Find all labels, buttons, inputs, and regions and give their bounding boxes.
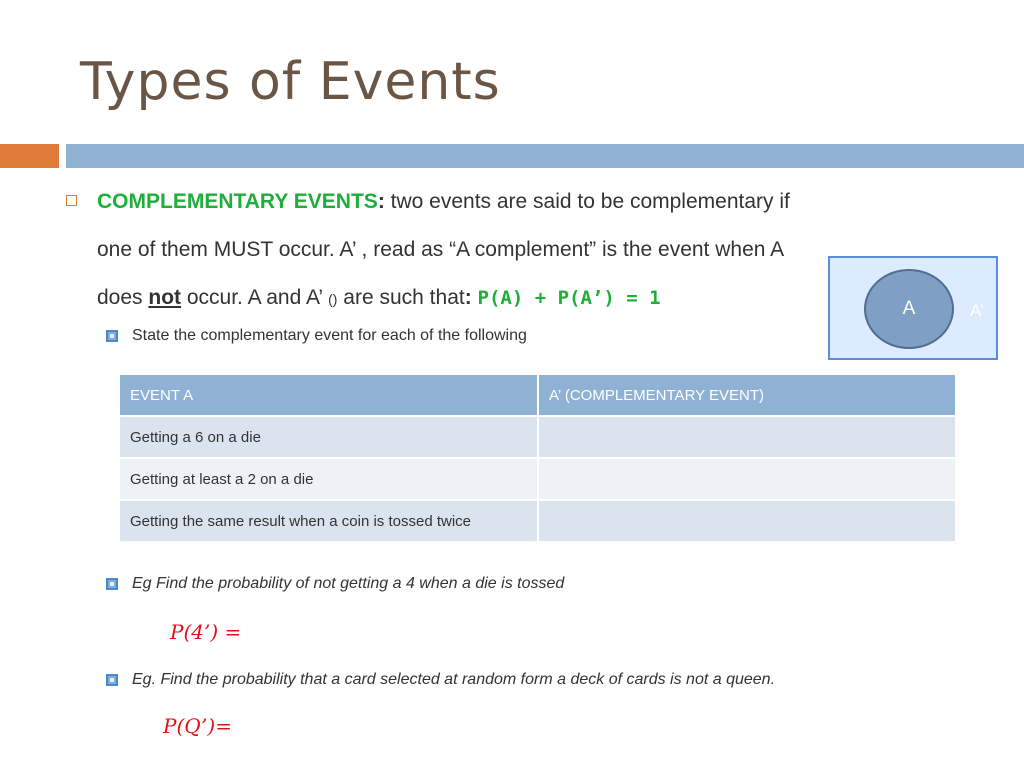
- square-bullet-icon: [106, 578, 118, 590]
- event-cell: Getting at least a 2 on a die: [120, 458, 538, 500]
- main-bullet: COMPLEMENTARY EVENTS: two events are said to be complementary if one of them MUST occur. A’ , read as “A complement” is the event when A does not occur. A and A’ () are such that: P(A) + P(A’) = 1: [66, 178, 987, 323]
- venn-complement-label: A’: [970, 301, 984, 320]
- instruction-text: State the complementary event for each of the following: [132, 327, 527, 344]
- event-cell: Getting the same result when a coin is tossed twice: [120, 500, 538, 541]
- events-table: [120, 375, 957, 541]
- hollow-square-bullet-icon: [66, 195, 77, 206]
- square-bullet-icon: [106, 330, 118, 342]
- example2-text: Eg. Find the probability that a card selected at random form a deck of cards is not a queen.: [132, 671, 776, 688]
- square-bullet-icon: [106, 674, 118, 686]
- definition-line3-mid: occur. A and A’: [181, 286, 329, 309]
- slide-title: Types of Events: [80, 52, 501, 112]
- complement-formula: P(A) + P(A’) = 1: [477, 287, 661, 309]
- venn-diagram: [828, 256, 998, 360]
- term-complementary-events: COMPLEMENTARY EVENTS: [97, 190, 378, 213]
- table-row: [120, 500, 956, 541]
- header-event-a: EVENT A: [120, 375, 538, 416]
- venn-circle-a: A: [864, 269, 954, 349]
- sub-bullet-example1: [106, 573, 564, 595]
- definition-line1: two events are said to be complementary if: [384, 190, 790, 213]
- accent-bar-blue: [66, 144, 1024, 168]
- definition-line3-post: are such that: [337, 286, 465, 309]
- complement-answer-cell: [538, 416, 956, 458]
- example1-answer: P(4’) =: [170, 620, 242, 644]
- complement-answer-cell: [538, 458, 956, 500]
- table-row: [120, 416, 956, 458]
- accent-bar-orange: [0, 144, 59, 168]
- example2-answer: P(Q’)=: [163, 714, 232, 738]
- not-emphasis: not: [148, 286, 182, 309]
- empty-parens: (): [328, 291, 338, 307]
- header-complementary-event: A’ (COMPLEMENTARY EVENT): [538, 375, 956, 416]
- definition-line3-pre: does: [97, 286, 149, 309]
- definition-line2: one of them MUST occur. A’ , read as “A complement” is the event when A: [97, 238, 785, 261]
- table-header-row: [120, 375, 956, 416]
- example1-text: Eg Find the probability of not getting a 4 when a die is tossed: [132, 575, 565, 592]
- sub-bullet-example2: [106, 669, 775, 691]
- sub-bullet-instruction: [106, 325, 527, 347]
- term-colon: :: [377, 190, 385, 213]
- complement-answer-cell: [538, 500, 956, 541]
- table-row: [120, 458, 956, 500]
- event-cell: Getting a 6 on a die: [120, 416, 538, 458]
